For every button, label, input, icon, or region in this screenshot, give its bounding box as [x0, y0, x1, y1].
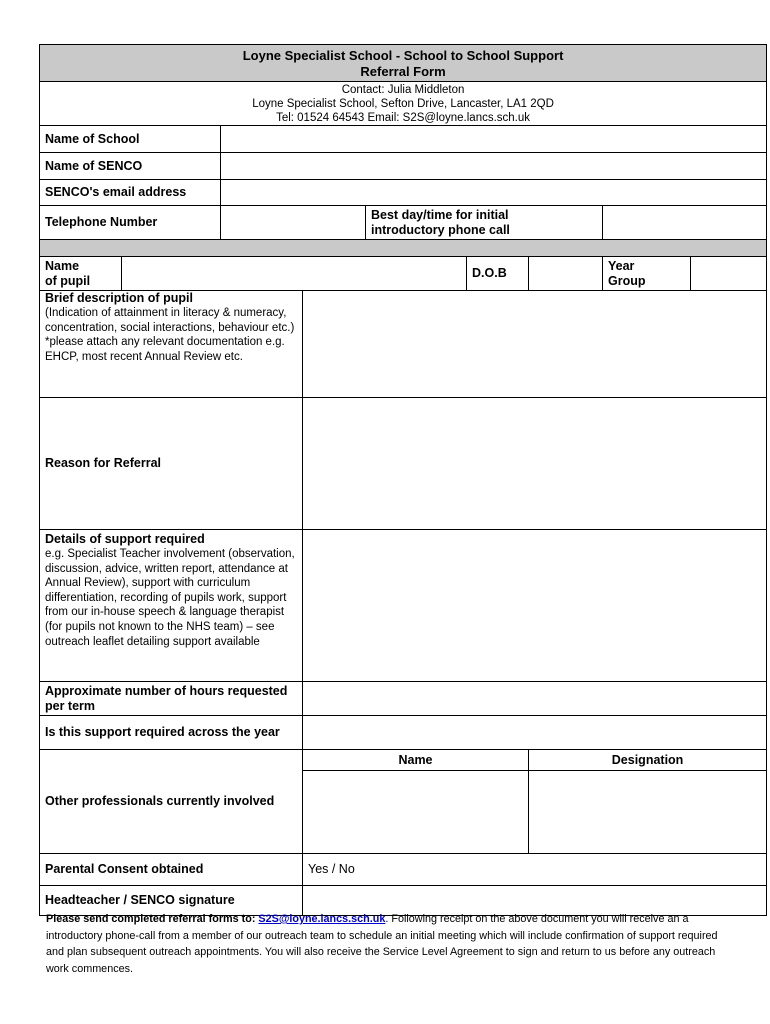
senco-name-field[interactable] [221, 153, 767, 180]
consent-field[interactable]: Yes / No [303, 854, 767, 886]
best-time-label [366, 206, 603, 240]
pupil-name-label-line1: Name [45, 258, 80, 273]
telephone-label: Telephone Number [40, 206, 221, 240]
referral-form [39, 44, 766, 916]
school-name-label: Name of School [40, 126, 221, 153]
brief-description-cell [40, 291, 303, 398]
year-group-label [603, 257, 691, 291]
section-separator [40, 240, 767, 257]
form-title-line2: Referral Form [360, 64, 446, 79]
brief-description-heading: Brief description of pupil [45, 291, 193, 305]
contact-phone-email: Tel: 01524 64543 Email: S2S@loyne.lancs.sch.uk [276, 111, 531, 124]
footer-email-link[interactable]: S2S@loyne.lancs.sch.uk [258, 913, 386, 925]
support-details-cell [40, 530, 303, 682]
senco-email-field[interactable] [221, 180, 767, 206]
contact-name: Contact: Julia Middleton [341, 83, 465, 96]
across-year-field[interactable] [303, 716, 767, 750]
support-details-field[interactable] [303, 530, 767, 682]
telephone-field[interactable] [221, 206, 366, 240]
senco-email-label: SENCO's email address [40, 180, 221, 206]
contact-block [40, 82, 767, 126]
contact-address: Loyne Specialist School, Sefton Drive, Lancaster, LA1 2QD [252, 97, 554, 110]
year-group-label-line1: Year [608, 258, 635, 273]
school-name-field[interactable] [221, 126, 767, 153]
brief-description-body: (Indication of attainment in literacy & numeracy, concentration, social interactions, behaviour etc.) *please attach any relevant documentation e.g. EHCP, most recent Annual Review etc. [45, 307, 295, 363]
professionals-name-header: Name [303, 750, 529, 771]
professionals-name-field[interactable] [303, 771, 529, 854]
form-title-line1: Loyne Specialist School - School to School Support [242, 48, 564, 63]
reason-field[interactable] [303, 398, 767, 530]
senco-name-label: Name of SENCO [40, 153, 221, 180]
reason-label: Reason for Referral [40, 398, 303, 530]
footer-text: . Following receipt on the above document you will receive an a introductory phone-call from a member of our outreach team to schedule an initial meeting which will include confirmation of support required and plan subsequent outreach appointments. You will also receive the Service Level Agreement to sign and return to us before any outreach work commences. [46, 913, 718, 975]
best-time-label-line1: Best day/time for initial [371, 207, 509, 222]
year-group-label-line2: Group [608, 273, 646, 288]
brief-description-field[interactable] [303, 291, 767, 398]
consent-label: Parental Consent obtained [40, 854, 303, 886]
form-title [40, 45, 767, 82]
professionals-designation-header: Designation [529, 750, 767, 771]
signature-label: Headteacher / SENCO signature [40, 886, 303, 916]
pupil-name-label-line2: of pupil [45, 273, 91, 288]
dob-field[interactable] [529, 257, 603, 291]
footer-instructions [46, 911, 736, 977]
support-details-heading: Details of support required [45, 532, 205, 546]
professionals-label: Other professionals currently involved [40, 750, 303, 854]
pupil-name-field[interactable] [122, 257, 467, 291]
professionals-designation-field[interactable] [529, 771, 767, 854]
year-group-field[interactable] [691, 257, 767, 291]
across-year-label: Is this support required across the year [40, 716, 303, 750]
pupil-name-label [40, 257, 122, 291]
footer-lead: Please send completed referral forms to: [46, 913, 256, 925]
best-time-field[interactable] [603, 206, 767, 240]
hours-label: Approximate number of hours requested per term [40, 682, 303, 716]
best-time-label-line2: introductory phone call [371, 222, 510, 237]
support-details-body: e.g. Specialist Teacher involvement (observation, discussion, advice, written report, attendance at Annual Review), support with curriculum differentiation, recording of pupils work, support from our in-house speech & language therapist (for pupils not known to the NHS team) – see outreach leaflet detailing support available [45, 548, 295, 648]
hours-field[interactable] [303, 682, 767, 716]
dob-label: D.O.B [467, 257, 529, 291]
form-table [39, 44, 767, 916]
